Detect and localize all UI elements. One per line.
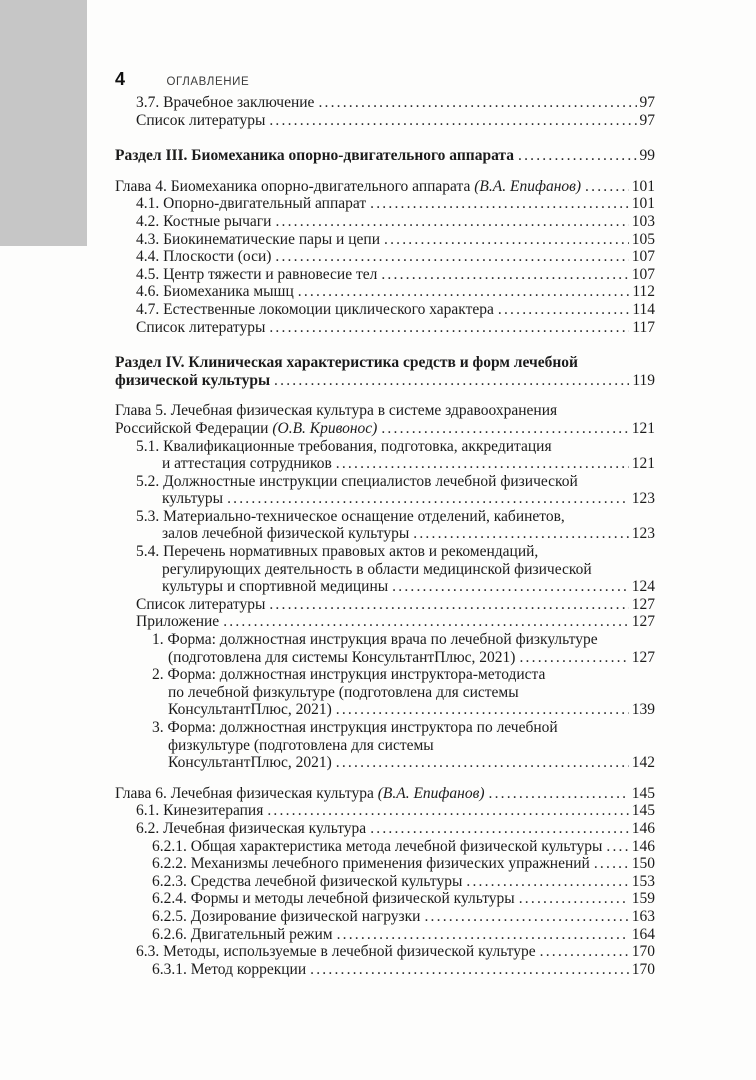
toc-entry xyxy=(115,802,655,820)
toc-text-segment: залов лечебной физической культуры xyxy=(162,525,410,543)
dot-leader xyxy=(392,578,629,596)
toc-entry-title xyxy=(152,908,420,926)
toc-author-italic: (В.А. Епифанов) xyxy=(377,784,485,802)
toc-entry-title xyxy=(162,525,409,543)
toc-entry xyxy=(115,838,655,856)
toc-page-number: 153 xyxy=(631,872,655,890)
toc-page-number: 139 xyxy=(631,701,655,719)
toc-line xyxy=(115,873,655,891)
toc-page-number: 170 xyxy=(631,943,655,961)
toc-entry xyxy=(115,473,655,508)
toc-line xyxy=(115,719,655,737)
toc-line xyxy=(115,701,655,719)
toc-line xyxy=(115,737,655,755)
toc-text-segment: (подготовлена для системы КонсультантПлюс, 2021) xyxy=(168,648,516,666)
toc-entry xyxy=(115,94,655,112)
toc-entry xyxy=(115,178,655,196)
toc-page-number: 142 xyxy=(631,754,655,772)
dot-leader xyxy=(318,94,636,112)
toc-entry-title xyxy=(136,543,538,561)
toc-line xyxy=(115,943,655,961)
dot-leader xyxy=(336,455,629,473)
toc-entry xyxy=(115,596,655,614)
toc-entry-title xyxy=(136,213,271,231)
toc-text-segment: КонсультантПлюс, 2021) xyxy=(168,754,332,772)
toc-entry-title xyxy=(152,926,333,944)
toc-line xyxy=(115,543,655,561)
toc-entry xyxy=(115,926,655,944)
toc-entry-title xyxy=(136,596,265,614)
dot-leader xyxy=(489,785,629,803)
toc-page-number: 103 xyxy=(631,212,655,230)
toc-line xyxy=(115,578,655,596)
toc-line xyxy=(115,838,655,856)
dot-leader xyxy=(424,908,628,926)
toc-text-segment: 4.5. Центр тяжести и равновесие тел xyxy=(136,265,378,283)
toc-text-segment: 6.2.6. Двигательный режим xyxy=(152,925,333,943)
toc-entry-title xyxy=(152,631,598,649)
toc-page-number: 146 xyxy=(631,819,655,837)
toc-entry xyxy=(115,283,655,301)
toc-text-segment: 6.2.5. Дозирование физической нагрузки xyxy=(152,907,421,925)
toc-text-segment: 3. Форма: должностная инструкция инструктора по лечебной xyxy=(152,719,558,736)
toc-text-segment: 6.2.3. Средства лечебной физической культуры xyxy=(152,872,463,890)
toc-author-italic: (О.В. Кривонос) xyxy=(272,419,378,437)
toc-author-italic: (В.А. Епифанов) xyxy=(474,177,582,195)
toc-text-segment: 6.2.2. Механизмы лечебного применения физических упражнений xyxy=(152,855,590,873)
toc-text-segment: 6.2.4. Формы и методы лечебной физической культуры xyxy=(152,890,515,908)
toc-text-segment: 4.2. Костные рычаги xyxy=(136,212,272,230)
toc-line xyxy=(115,248,655,266)
toc-text-segment: 4.7. Естественные локомоции циклического характера xyxy=(136,300,494,318)
dot-leader xyxy=(466,873,628,891)
toc-text-segment: 4.4. Плоскости (оси) xyxy=(136,248,272,266)
toc-line xyxy=(115,785,655,803)
toc-text-segment: Список литературы xyxy=(136,318,266,336)
toc-text-segment: 6.3.1. Метод коррекции xyxy=(152,960,307,978)
toc-text-segment: 5.3. Материально-техническое оснащение отделений, кабинетов, xyxy=(136,507,565,525)
toc-line xyxy=(115,402,655,420)
dot-leader xyxy=(413,525,628,543)
toc-page-number: 145 xyxy=(631,802,655,820)
toc-line xyxy=(115,961,655,979)
toc-entry-title xyxy=(162,455,332,473)
toc-entry xyxy=(115,613,655,631)
toc-text-segment: культуры xyxy=(162,490,224,508)
toc-page-number: 107 xyxy=(631,265,655,283)
dot-leader xyxy=(223,613,629,631)
toc-line xyxy=(115,112,655,130)
toc-entry-title xyxy=(115,420,377,438)
dot-leader xyxy=(275,248,628,266)
toc-page-number: 123 xyxy=(631,490,655,508)
toc-entry-title xyxy=(162,561,592,579)
toc-entry-title xyxy=(136,613,219,631)
toc-text-segment: по лечебной физкультуре (подготовлена для системы xyxy=(168,683,519,701)
toc-page-number: 101 xyxy=(631,177,655,195)
toc-entry xyxy=(115,943,655,961)
toc-text-segment: 6.1. Кинезитерапия xyxy=(136,802,264,820)
toc-entry-title xyxy=(136,820,366,838)
toc-text-segment: культуры и спортивной медицины xyxy=(162,578,389,596)
toc-line xyxy=(115,178,655,196)
toc-text-segment: физической культуры xyxy=(115,371,271,389)
toc-entry-title xyxy=(136,112,265,130)
toc-text-segment: 4.3. Биокинематические пары и цепи xyxy=(136,230,380,248)
scan-gray-block xyxy=(0,0,87,246)
toc-text-segment: 5.4. Перечень нормативных правовых актов и рекомендаций, xyxy=(136,543,539,561)
toc-entry xyxy=(115,195,655,213)
toc-page-number: 117 xyxy=(632,318,655,336)
toc-entry-title xyxy=(152,873,462,891)
toc-entry-title xyxy=(136,508,565,526)
toc-entry xyxy=(115,402,655,437)
toc-text-segment: Раздел III. Биомеханика опорно-двигательного аппарата xyxy=(115,147,514,165)
dot-leader xyxy=(384,231,629,249)
toc-entry-title xyxy=(136,943,536,961)
toc-entry xyxy=(115,719,655,772)
toc-page-number: 164 xyxy=(631,925,655,943)
toc-page-number: 150 xyxy=(631,855,655,873)
toc-line xyxy=(115,147,655,165)
toc-line xyxy=(115,319,655,337)
toc-page-number: 105 xyxy=(631,230,655,248)
toc-line xyxy=(115,631,655,649)
toc-entry xyxy=(115,890,655,908)
dot-leader xyxy=(518,147,637,165)
dot-leader xyxy=(498,301,629,319)
toc-page-number: 123 xyxy=(631,525,655,543)
toc-line xyxy=(115,525,655,543)
toc-text-segment: регулирующих деятельность в области медицинской физической xyxy=(162,560,592,578)
dot-leader xyxy=(267,802,628,820)
toc-text-segment: Глава 6. Лечебная физическая культура xyxy=(115,784,378,802)
page-number-folio: 4 xyxy=(115,69,126,89)
toc-entry-title xyxy=(115,372,270,390)
toc-entry xyxy=(115,631,655,666)
toc-line xyxy=(115,820,655,838)
toc-text-segment: Список литературы xyxy=(136,595,266,613)
toc-entry-title xyxy=(168,737,434,755)
toc-line xyxy=(115,372,655,390)
dot-leader xyxy=(269,112,636,130)
toc-entry xyxy=(115,301,655,319)
table-of-contents xyxy=(115,94,655,978)
toc-entry-title xyxy=(136,438,552,456)
dot-leader xyxy=(540,943,629,961)
toc-page-number: 124 xyxy=(631,578,655,596)
toc-entry-title xyxy=(162,490,223,508)
toc-line xyxy=(115,561,655,579)
toc-entry-title xyxy=(168,754,332,772)
dot-leader xyxy=(337,926,629,944)
toc-entry xyxy=(115,319,655,337)
toc-line xyxy=(115,266,655,284)
toc-entry-title xyxy=(136,802,263,820)
toc-entry-title xyxy=(152,838,602,856)
toc-entry xyxy=(115,873,655,891)
toc-text-segment: физкультуре (подготовлена для системы xyxy=(168,736,434,754)
toc-entry xyxy=(115,266,655,284)
toc-line xyxy=(115,195,655,213)
dot-leader xyxy=(298,283,630,301)
toc-entry xyxy=(115,508,655,543)
toc-entry xyxy=(115,213,655,231)
dot-leader xyxy=(370,820,629,838)
toc-entry xyxy=(115,231,655,249)
toc-text-segment: 2. Форма: должностная инструкция инструктора-методиста xyxy=(152,666,546,684)
toc-line xyxy=(115,473,655,491)
toc-line xyxy=(115,438,655,456)
dot-leader xyxy=(594,855,629,873)
toc-entry-title xyxy=(152,666,545,684)
dot-leader xyxy=(519,649,628,667)
dot-leader xyxy=(519,890,629,908)
dot-leader xyxy=(370,195,629,213)
page-header xyxy=(115,69,249,90)
toc-page-number: 127 xyxy=(631,595,655,613)
toc-entry xyxy=(115,354,655,389)
dot-leader xyxy=(606,838,628,856)
toc-text-segment: КонсультантПлюс, 2021) xyxy=(168,701,332,719)
toc-entry-title xyxy=(136,473,578,491)
toc-entry xyxy=(115,666,655,719)
toc-page-number: 159 xyxy=(631,890,655,908)
toc-entry-title xyxy=(136,248,271,266)
dot-leader xyxy=(269,319,629,337)
toc-text-segment: 6.2.1. Общая характеристика метода лечебной физической культуры xyxy=(152,837,603,855)
dot-leader xyxy=(585,178,629,196)
toc-line xyxy=(115,455,655,473)
running-title: ОГЛАВЛЕНИЕ xyxy=(166,76,250,88)
toc-entry-title xyxy=(115,402,557,420)
dot-leader xyxy=(274,372,629,390)
toc-entry xyxy=(115,147,655,165)
toc-text-segment: 4.1. Опорно-двигательный аппарат xyxy=(136,195,367,213)
toc-line xyxy=(115,666,655,684)
toc-text-segment: 6.3. Методы, используемые в лечебной физической культуре xyxy=(136,943,536,961)
toc-line xyxy=(115,508,655,526)
toc-entry-title xyxy=(136,94,314,112)
toc-entry xyxy=(115,248,655,266)
toc-entry-title xyxy=(162,578,388,596)
toc-entry-title xyxy=(136,319,265,337)
toc-entry-title xyxy=(115,354,578,372)
toc-text-segment: Список литературы xyxy=(136,111,266,129)
toc-page-number: 145 xyxy=(631,784,655,802)
toc-line xyxy=(115,420,655,438)
toc-text-segment: 5.1. Квалификационные требования, подготовка, аккредитация xyxy=(136,437,552,455)
toc-line xyxy=(115,908,655,926)
toc-line xyxy=(115,490,655,508)
toc-page-number: 146 xyxy=(631,837,655,855)
toc-page-number: 114 xyxy=(632,300,655,318)
dot-leader xyxy=(336,754,629,772)
toc-entry xyxy=(115,785,655,803)
toc-page-number: 101 xyxy=(631,195,655,213)
toc-line xyxy=(115,890,655,908)
toc-line xyxy=(115,213,655,231)
toc-line xyxy=(115,94,655,112)
toc-line xyxy=(115,283,655,301)
toc-entry-title xyxy=(152,890,515,908)
toc-page-number: 121 xyxy=(631,419,655,437)
toc-entry xyxy=(115,855,655,873)
dot-leader xyxy=(275,213,628,231)
toc-entry-title xyxy=(136,301,494,319)
toc-entry xyxy=(115,112,655,130)
toc-page-number: 170 xyxy=(631,960,655,978)
toc-text-segment: Глава 4. Биомеханика опорно-двигательного аппарата xyxy=(115,177,475,195)
toc-line xyxy=(115,354,655,372)
toc-page-number: 112 xyxy=(632,283,655,301)
toc-page-number: 121 xyxy=(631,455,655,473)
toc-text-segment: 5.2. Должностные инструкции специалистов лечебной физической xyxy=(136,472,578,490)
toc-page-number: 127 xyxy=(631,648,655,666)
dot-leader xyxy=(269,596,628,614)
toc-entry-title xyxy=(115,178,581,196)
toc-text-segment: Приложение xyxy=(136,613,220,631)
toc-page-number: 107 xyxy=(631,248,655,266)
toc-text-segment: Раздел IV. Клиническая характеристика средств и форм лечебной xyxy=(115,354,578,372)
toc-line xyxy=(115,231,655,249)
toc-line xyxy=(115,855,655,873)
dot-leader xyxy=(381,420,628,438)
toc-line xyxy=(115,613,655,631)
toc-page-number: 97 xyxy=(639,94,655,111)
dot-leader xyxy=(336,701,629,719)
dot-leader xyxy=(381,266,628,284)
toc-entry xyxy=(115,820,655,838)
toc-text-segment: 6.2. Лечебная физическая культура xyxy=(136,819,367,837)
toc-entry-title xyxy=(168,684,519,702)
toc-line xyxy=(115,754,655,772)
toc-entry-title xyxy=(168,649,515,667)
toc-line xyxy=(115,802,655,820)
toc-entry-title xyxy=(152,719,558,737)
toc-entry-title xyxy=(168,701,332,719)
toc-entry-title xyxy=(152,961,306,979)
toc-page-number: 127 xyxy=(631,613,655,631)
toc-entry xyxy=(115,961,655,979)
toc-page-number: 119 xyxy=(632,371,655,389)
toc-text-segment: и аттестация сотрудников xyxy=(162,455,332,473)
toc-line xyxy=(115,926,655,944)
toc-entry-title xyxy=(115,147,514,165)
toc-entry xyxy=(115,908,655,926)
toc-entry-title xyxy=(152,855,590,873)
toc-text-segment: 3.7. Врачебное заключение xyxy=(136,94,315,111)
toc-entry-title xyxy=(136,266,377,284)
toc-page-number: 97 xyxy=(639,111,655,129)
toc-line xyxy=(115,684,655,702)
toc-text-segment: 1. Форма: должностная инструкция врача по лечебной физкультуре xyxy=(152,631,598,649)
toc-line xyxy=(115,649,655,667)
dot-leader xyxy=(227,490,629,508)
toc-entry-title xyxy=(136,231,380,249)
dot-leader xyxy=(310,961,629,979)
toc-entry xyxy=(115,438,655,473)
toc-line xyxy=(115,301,655,319)
toc-entry-title xyxy=(136,195,366,213)
toc-entry-title xyxy=(115,785,485,803)
toc-text-segment: 4.6. Биомеханика мышц xyxy=(136,283,294,301)
toc-text-segment: Глава 5. Лечебная физическая культура в системе здравоохранения xyxy=(115,402,558,420)
toc-page-number: 163 xyxy=(631,907,655,925)
toc-page-number: 99 xyxy=(639,147,655,165)
toc-line xyxy=(115,596,655,614)
toc-text-segment: Российской Федерации xyxy=(115,419,273,437)
toc-entry xyxy=(115,543,655,596)
toc-entry-title xyxy=(136,283,294,301)
